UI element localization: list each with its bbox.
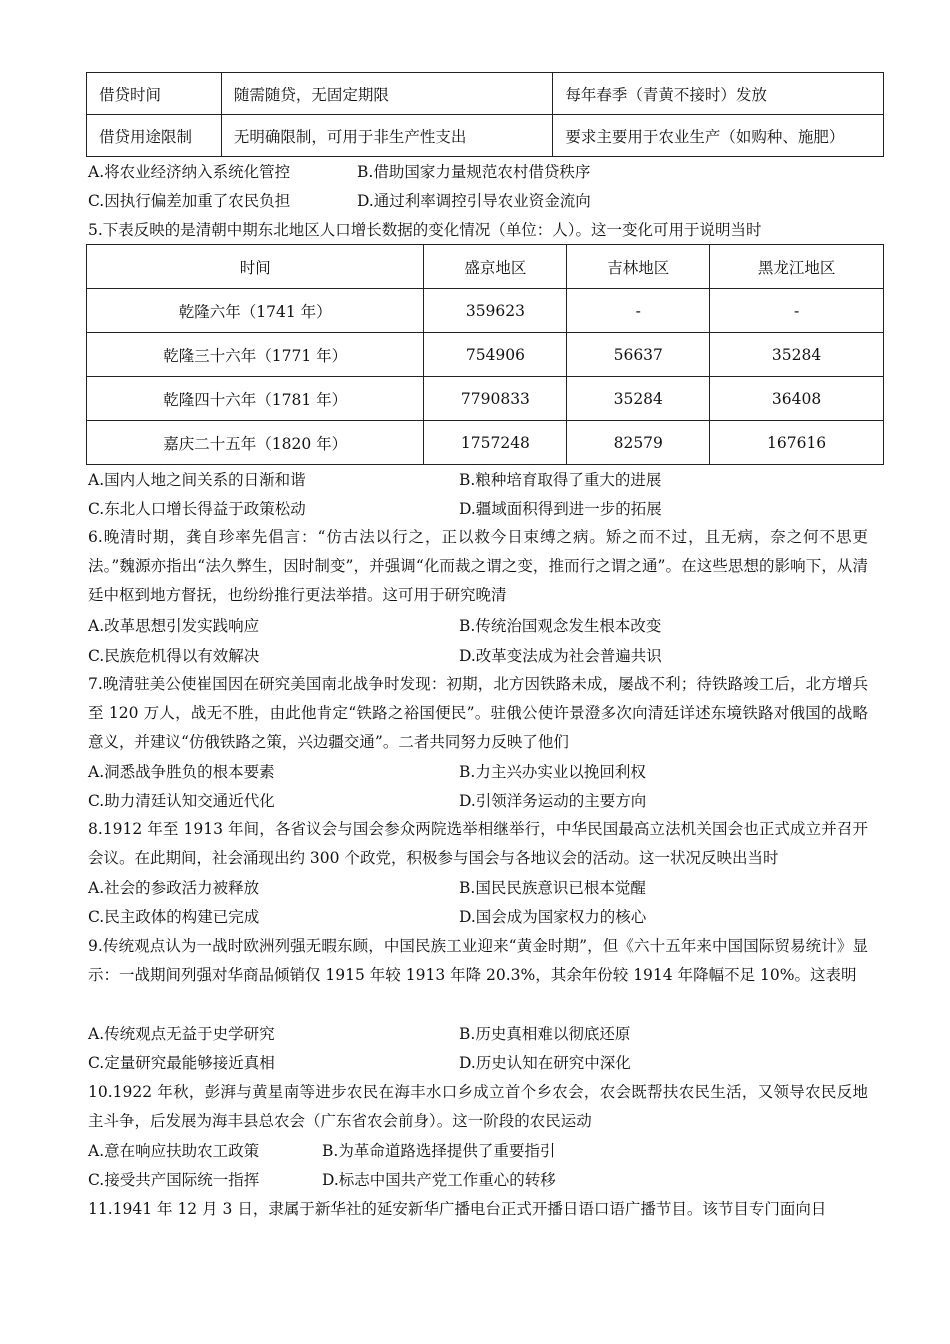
column-header: 时间 (87, 245, 424, 289)
table-cell: 要求主要用于农业生产（如购种、施肥） (553, 115, 884, 157)
q4-option-c: C.因执行偏差加重了农民负担 (88, 192, 291, 210)
q9-stem: 9.传统观点认为一战时欧洲列强无暇东顾，中国民族工业迎来“黄金时期”，但《六十五年来中国国际贸易统计》显示：一战期间列强对华商品倾销仅 1915 年较 1913 年降 20.3%，其余年份较 1914 年降幅不足 10%。这表明 (88, 937, 868, 984)
table-cell: 359623 (424, 289, 567, 333)
table-cell: - (567, 289, 710, 333)
table-cell: 随需随贷，无固定期限 (221, 73, 553, 115)
q11-stem: 11.1941 年 12 月 3 日，隶属于新华社的延安新华广播电台正式开播日语口语广播节目。该节目专门面向日 (88, 1200, 827, 1218)
q5-option-c: C.东北人口增长得益于政策松动 (88, 500, 306, 518)
table-row (87, 289, 884, 333)
table-cell: 无明确限制，可用于非生产性支出 (221, 115, 553, 157)
q10-option-b: B.为革命道路选择提供了重要指引 (322, 1142, 556, 1160)
q6-option-d: D.改革变法成为社会普遍共识 (459, 647, 662, 665)
q10-option-d: D.标志中国共产党工作重心的转移 (322, 1171, 556, 1189)
q7-option-d: D.引领洋务运动的主要方向 (459, 792, 647, 810)
table-cell: 乾隆三十六年（1771 年） (87, 333, 424, 377)
q5-option-d: D.疆域面积得到进一步的拓展 (459, 500, 662, 518)
table-cell: 借贷时间 (87, 73, 222, 115)
table-cell: 乾隆四十六年（1781 年） (87, 377, 424, 421)
q5-option-b: B.粮种培育取得了重大的进展 (459, 471, 662, 489)
q4-option-a: A.将农业经济纳入系统化管控 (88, 163, 291, 181)
table-row (87, 73, 884, 115)
table-row (87, 421, 884, 465)
q6-option-a: A.改革思想引发实践响应 (88, 617, 260, 635)
table-cell: 借贷用途限制 (87, 115, 222, 157)
table-cell: - (710, 289, 884, 333)
table-cell: 35284 (567, 377, 710, 421)
q10-option-a: A.意在响应扶助农工政策 (88, 1142, 260, 1160)
q8-option-a: A.社会的参政活力被释放 (88, 879, 260, 897)
table-cell: 167616 (710, 421, 884, 465)
table-cell: 56637 (567, 333, 710, 377)
q7-stem: 7.晚清驻美公使崔国因在研究美国南北战争时发现：初期，北方因铁路未成，屡战不利；待铁路竣工后，北方增兵至 120 万人，战无不胜，由此他肯定“铁路之裕国便民”。驻俄公使许景澄多次向清廷详述东境铁路对俄国的战略意义，并建议“仿俄铁路之策，兴边疆交通”。二者共同努力反映了他们 (88, 675, 868, 751)
column-header: 吉林地区 (567, 245, 710, 289)
q7-option-c: C.助力清廷认知交通近代化 (88, 792, 275, 810)
q6-option-c: C.民族危机得以有效解决 (88, 647, 260, 665)
q8-option-b: B.国民民族意识已根本觉醒 (459, 879, 646, 897)
column-header: 黑龙江地区 (710, 245, 884, 289)
table-cell: 754906 (424, 333, 567, 377)
q5-option-a: A.国内人地之间关系的日渐和谐 (88, 471, 306, 489)
q10-option-c: C.接受共产国际统一指挥 (88, 1171, 260, 1189)
table-cell: 嘉庆二十五年（1820 年） (87, 421, 424, 465)
q9-option-b: B.历史真相难以彻底还原 (459, 1025, 631, 1043)
population-table (86, 244, 884, 465)
q8-option-d: D.国会成为国家权力的核心 (459, 908, 647, 926)
q7-option-a: A.洞悉战争胜负的根本要素 (88, 763, 275, 781)
q9-option-d: D.历史认知在研究中深化 (459, 1054, 631, 1072)
table-cell: 82579 (567, 421, 710, 465)
q6-stem: 6.晚清时期，龚自珍率先倡言：“仿古法以行之，正以救今日束缚之病。矫之而不过，且无病，奈之何不思更法。”魏源亦指出“法久弊生，因时制变”，并强调“化而裁之谓之变，推而行之谓之通”。在这些思想的影响下，从清廷中枢到地方督抚，也纷纷推行更法举措。这可用于研究晚清 (88, 528, 868, 604)
q9-option-a: A.传统观点无益于史学研究 (88, 1025, 275, 1043)
table-cell: 1757248 (424, 421, 567, 465)
table-row (87, 377, 884, 421)
q10-stem: 10.1922 年秋，彭湃与黄星南等进步农民在海丰水口乡成立首个乡农会，农会既帮扶农民生活，又领导农民反地主斗争，后发展为海丰县总农会（广东省农会前身）。这一阶段的农民运动 (88, 1083, 868, 1130)
q4-option-d: D.通过利率调控引导农业资金流向 (357, 192, 591, 210)
table-cell: 乾隆六年（1741 年） (87, 289, 424, 333)
q7-option-b: B.力主兴办实业以挽回利权 (459, 763, 646, 781)
q8-stem: 8.1912 年至 1913 年间，各省议会与国会参众两院选举相继举行，中华民国最高立法机关国会也正式成立并召开会议。在此期间，社会涌现出约 300 个政党，积极参与国会与各地议会的活动。这一状况反映出当时 (88, 820, 868, 867)
q8-option-c: C.民主政体的构建已完成 (88, 908, 260, 926)
q6-option-b: B.传统治国观念发生根本改变 (459, 617, 662, 635)
table-cell: 7790833 (424, 377, 567, 421)
table-header-row (87, 245, 884, 289)
loan-comparison-table (86, 72, 884, 157)
table-cell: 35284 (710, 333, 884, 377)
table-cell: 每年春季（青黄不接时）发放 (553, 73, 884, 115)
table-row (87, 115, 884, 157)
column-header: 盛京地区 (424, 245, 567, 289)
table-cell: 36408 (710, 377, 884, 421)
table-row (87, 333, 884, 377)
q5-stem: 5.下表反映的是清朝中期东北地区人口增长数据的变化情况（单位：人）。这一变化可用于说明当时 (88, 221, 762, 239)
q9-option-c: C.定量研究最能够接近真相 (88, 1054, 275, 1072)
q4-option-b: B.借助国家力量规范农村借贷秩序 (357, 163, 591, 181)
